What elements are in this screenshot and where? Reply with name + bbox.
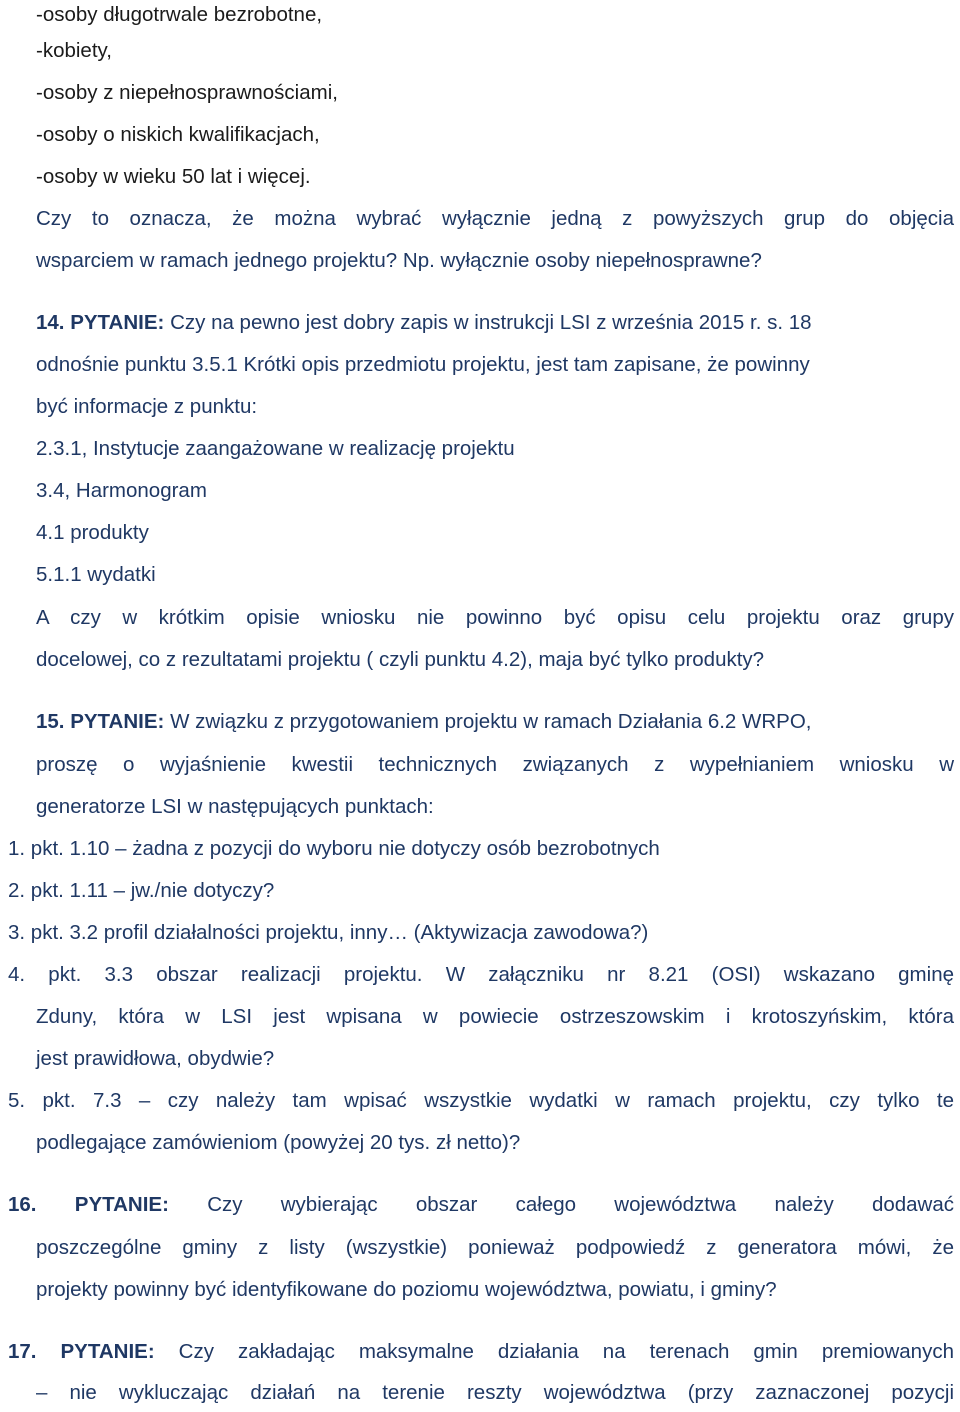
paragraph-line: projekty powinny być identyfikowane do poziomu województwa, powiatu, i gminy? [36, 1278, 777, 1301]
question-label: PYTANIE: [70, 311, 165, 334]
question-number: 16. [8, 1193, 37, 1216]
list-item: 3. pkt. 3.2 profil działalności projektu, inny… (Aktywizacja zawodowa?) [8, 921, 649, 944]
question-14-heading [0, 308, 960, 338]
list-item: -osoby z niepełnosprawnościami, [36, 81, 338, 104]
list-item: 3.4, Harmonogram [36, 479, 207, 502]
question-label: PYTANIE: [70, 710, 165, 733]
question-17-heading [0, 1337, 960, 1367]
paragraph-line: – nie wykluczając działań na terenie reszty województwa (przy zaznaczonej pozycji [36, 1381, 954, 1404]
list-item: 5.1.1 wydatki [36, 563, 156, 586]
paragraph-line: być informacje z punktu: [36, 395, 258, 418]
question-16-heading [0, 1190, 960, 1220]
list-item: Zduny, która w LSI jest wpisana w powiecie ostrzeszowskim i krotoszyńskim, która [36, 1005, 954, 1028]
question-text: Czy na pewno jest dobry zapis w instrukcji LSI z września 2015 r. s. 18 [170, 311, 812, 334]
list-item: 2.3.1, Instytucje zaangażowane w realizację projektu [36, 437, 515, 460]
paragraph-line: generatorze LSI w następujących punktach: [36, 795, 434, 818]
question-label: PYTANIE: [74, 1193, 169, 1216]
paragraph-line: proszę o wyjaśnienie kwestii technicznych związanych z wypełnianiem wniosku w [36, 753, 954, 776]
list-item: -osoby o niskich kwalifikacjach, [36, 123, 320, 146]
question-number: 15. [36, 710, 65, 733]
list-item: podlegające zamówieniom (powyżej 20 tys. zł netto)? [36, 1131, 521, 1154]
paragraph-line: A czy w krótkim opisie wniosku nie powinno być opisu celu projektu oraz grupy [36, 606, 954, 629]
list-item: 4.1 produkty [36, 521, 149, 544]
list-item: 1. pkt. 1.10 – żadna z pozycji do wyboru nie dotyczy osób bezrobotnych [8, 837, 660, 860]
question-number: 17. [8, 1340, 37, 1363]
question-text: W związku z przygotowaniem projektu w ramach Działania 6.2 WRPO, [170, 710, 812, 733]
list-item: -osoby długotrwale bezrobotne, [36, 3, 323, 26]
question-text: Czy zakładając maksymalne działania na terenach gmin premiowanych [178, 1340, 954, 1363]
paragraph-line: docelowej, co z rezultatami projektu ( czyli punktu 4.2), maja być tylko produkty? [36, 648, 765, 671]
list-item: 4. pkt. 3.3 obszar realizacji projektu. W załączniku nr 8.21 (OSI) wskazano gminę [8, 963, 954, 986]
list-item: jest prawidłowa, obydwie? [36, 1047, 275, 1070]
question-text: Czy wybierając obszar całego województwa należy dodawać [207, 1193, 955, 1216]
question-number: 14. [36, 311, 65, 334]
list-item: 2. pkt. 1.11 – jw./nie dotyczy? [8, 879, 275, 902]
list-item: -osoby w wieku 50 lat i więcej. [36, 165, 311, 188]
paragraph-line: Czy to oznacza, że można wybrać wyłącznie jedną z powyższych grup do objęcia [36, 207, 954, 230]
paragraph-line: odnośnie punktu 3.5.1 Krótki opis przedmiotu projektu, jest tam zapisane, że powinny [36, 353, 810, 376]
question-label: PYTANIE: [60, 1340, 155, 1363]
paragraph-line: poszczególne gminy z listy (wszystkie) ponieważ podpowiedź z generatora mówi, że [36, 1236, 954, 1259]
question-15-heading [0, 707, 960, 737]
list-item: -kobiety, [36, 39, 112, 62]
paragraph-line: wsparciem w ramach jednego projektu? Np. wyłącznie osoby niepełnosprawne? [36, 249, 762, 272]
list-item: 5. pkt. 7.3 – czy należy tam wpisać wszystkie wydatki w ramach projektu, czy tylko te [8, 1089, 954, 1112]
